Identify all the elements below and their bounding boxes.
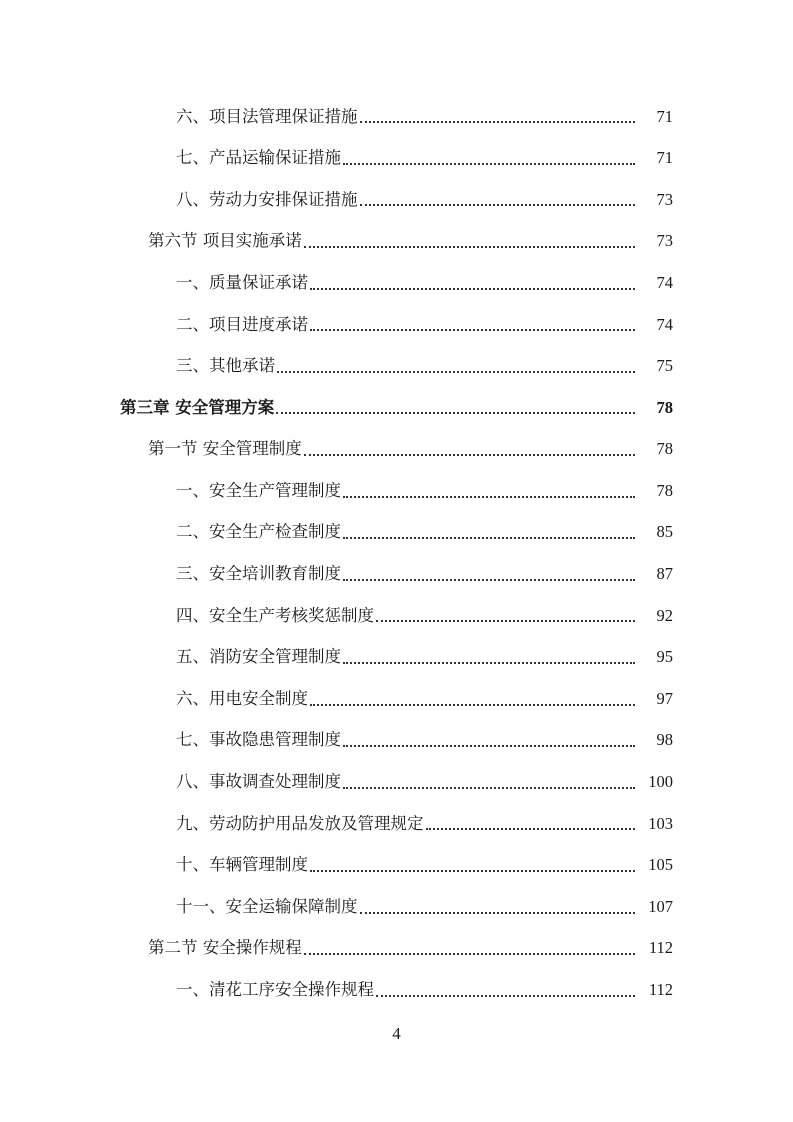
toc-entry-page: 107	[648, 896, 673, 916]
toc-entry-page: 112	[648, 980, 673, 1000]
toc-entry-section[interactable]	[0, 221, 793, 263]
toc-dot-leader	[376, 619, 635, 622]
toc-entry-title: 三、其他承诺	[176, 356, 275, 376]
toc-dot-leader	[343, 786, 635, 789]
toc-entry-page: 75	[656, 356, 673, 376]
toc-entry-title: 第二节 安全操作规程	[148, 938, 302, 958]
toc-entry-page: 78	[656, 439, 673, 459]
toc-dot-leader	[343, 661, 635, 664]
toc-dot-leader	[360, 911, 636, 914]
toc-entry-item[interactable]	[0, 637, 793, 679]
toc-entry-page: 87	[656, 564, 673, 584]
toc-entry-title: 八、劳动力安排保证措施	[176, 189, 358, 209]
toc-entry-item[interactable]	[0, 512, 793, 554]
toc-entry-page: 71	[656, 106, 673, 126]
toc-entry-title: 第三章 安全管理方案	[120, 397, 275, 417]
toc-entry-page: 97	[656, 688, 673, 708]
toc-entry-title: 一、安全生产管理制度	[176, 480, 341, 500]
toc-entry-item[interactable]	[0, 595, 793, 637]
toc-entry-title: 六、项目法管理保证措施	[176, 106, 358, 126]
toc-dot-leader	[310, 869, 635, 872]
toc-entry-title: 第六节 项目实施承诺	[148, 231, 302, 251]
toc-entry-page: 73	[656, 189, 673, 209]
toc-dot-leader	[304, 952, 635, 955]
toc-dot-leader	[310, 703, 635, 706]
toc-entry-page: 78	[656, 480, 673, 500]
toc-entry-page: 74	[656, 272, 673, 292]
toc-entry-page: 105	[648, 855, 673, 875]
toc-entry-title: 三、安全培训教育制度	[176, 564, 341, 584]
toc-list	[0, 96, 793, 1011]
toc-entry-title: 一、质量保证承诺	[176, 272, 308, 292]
toc-entry-page: 98	[656, 730, 673, 750]
toc-dot-leader	[277, 370, 635, 373]
toc-entry-item[interactable]	[0, 803, 793, 845]
toc-dot-leader	[426, 827, 636, 830]
toc-dot-leader	[343, 578, 635, 581]
toc-entry-title: 六、用电安全制度	[176, 688, 308, 708]
toc-entry-title: 一、清花工序安全操作规程	[176, 980, 374, 1000]
toc-entry-page: 73	[656, 231, 673, 251]
toc-dot-leader	[310, 287, 635, 290]
toc-entry-item[interactable]	[0, 678, 793, 720]
toc-entry-page: 85	[656, 522, 673, 542]
page-number: 4	[392, 1024, 401, 1043]
toc-dot-leader	[343, 744, 635, 747]
toc-entry-item[interactable]	[0, 346, 793, 388]
toc-entry-item[interactable]	[0, 262, 793, 304]
toc-entry-section[interactable]	[0, 928, 793, 970]
toc-entry-item[interactable]	[0, 179, 793, 221]
toc-entry-item[interactable]	[0, 886, 793, 928]
toc-entry-page: 103	[648, 813, 673, 833]
toc-entry-title: 四、安全生产考核奖惩制度	[176, 605, 374, 625]
toc-entry-page: 95	[656, 647, 673, 667]
toc-entry-section[interactable]	[0, 429, 793, 471]
toc-dot-leader	[360, 203, 636, 206]
toc-dot-leader	[276, 411, 635, 414]
toc-entry-page: 78	[656, 397, 673, 417]
toc-entry-title: 八、事故调查处理制度	[176, 772, 341, 792]
toc-entry-page: 100	[648, 772, 673, 792]
toc-dot-leader	[360, 120, 636, 123]
toc-entry-title: 二、安全生产检查制度	[176, 522, 341, 542]
toc-entry-title: 第一节 安全管理制度	[148, 439, 302, 459]
toc-entry-title: 五、消防安全管理制度	[176, 647, 341, 667]
toc-entry-page: 112	[648, 938, 673, 958]
toc-dot-leader	[376, 994, 635, 997]
toc-entry-title: 七、产品运输保证措施	[176, 148, 341, 168]
toc-entry-title: 十一、安全运输保障制度	[176, 896, 358, 916]
toc-entry-item[interactable]	[0, 138, 793, 180]
toc-entry-title: 二、项目进度承诺	[176, 314, 308, 334]
toc-entry-item[interactable]	[0, 304, 793, 346]
toc-dot-leader	[343, 536, 635, 539]
toc-entry-title: 七、事故隐患管理制度	[176, 730, 341, 750]
toc-dot-leader	[304, 245, 635, 248]
toc-entry-item[interactable]	[0, 762, 793, 804]
toc-dot-leader	[304, 453, 635, 456]
toc-entry-item[interactable]	[0, 554, 793, 596]
toc-entry-item[interactable]	[0, 845, 793, 887]
toc-entry-item[interactable]	[0, 96, 793, 138]
toc-entry-item[interactable]	[0, 470, 793, 512]
toc-entry-page: 71	[656, 148, 673, 168]
toc-entry-chapter[interactable]	[0, 387, 793, 429]
toc-dot-leader	[343, 162, 635, 165]
toc-entry-page: 74	[656, 314, 673, 334]
toc-entry-title: 九、劳动防护用品发放及管理规定	[176, 813, 424, 833]
toc-entry-item[interactable]	[0, 969, 793, 1011]
toc-entry-page: 92	[656, 605, 673, 625]
toc-dot-leader	[343, 495, 635, 498]
table-of-contents	[0, 96, 793, 1011]
toc-entry-title: 十、车辆管理制度	[176, 855, 308, 875]
toc-dot-leader	[310, 328, 635, 331]
toc-entry-item[interactable]	[0, 720, 793, 762]
